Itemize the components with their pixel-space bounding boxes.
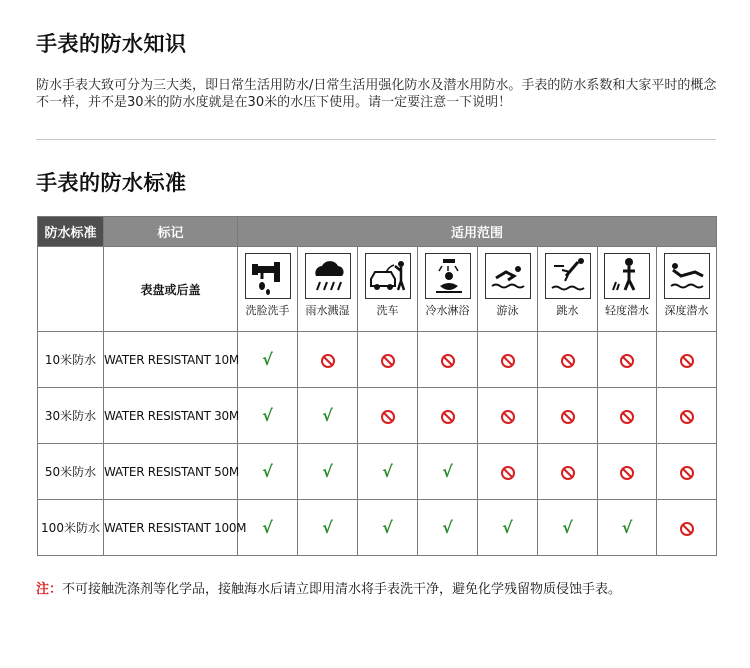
check-icon: √ (442, 462, 453, 481)
activity-label: 游泳 (496, 304, 519, 317)
check-icon: √ (262, 462, 273, 481)
activity-2 (358, 247, 418, 332)
prohibited-cell (418, 332, 478, 388)
check-cell (298, 444, 358, 500)
table-row (38, 388, 717, 444)
prohibited-cell (538, 444, 598, 500)
check-cell (538, 500, 598, 556)
prohibited-cell (538, 332, 598, 388)
activity-label: 洗脸洗手 (245, 304, 290, 317)
prohibited-cell (657, 332, 717, 388)
intro-paragraph: 防水手表大致可分为三大类，即日常生活用防水/日常生活用强化防水及潜水用防水。手表的防水系数和大家平时的概念不一样，并不是30米的防水度就是在30米的水压下使用。请一定要注意一下说明！ (36, 78, 717, 110)
prohibited-cell (418, 388, 478, 444)
check-cell (298, 388, 358, 444)
activity-5 (538, 247, 598, 332)
check-icon: √ (621, 518, 633, 537)
prohibited-icon (679, 521, 695, 537)
activity-4 (478, 247, 538, 332)
diving-icon (545, 253, 591, 299)
check-cell (418, 500, 478, 556)
snorkel-icon (604, 253, 650, 299)
prohibited-cell (478, 444, 538, 500)
level-cell: 50米防水 (38, 444, 104, 500)
prohibited-icon (560, 409, 576, 425)
prohibited-cell (478, 388, 538, 444)
shower-icon (425, 253, 471, 299)
check-icon: √ (322, 462, 333, 481)
prohibited-icon (440, 409, 456, 425)
check-icon: √ (382, 462, 393, 481)
prohibited-cell (538, 388, 598, 444)
dial-label: 表盘或后盖 (104, 247, 238, 332)
check-icon: √ (262, 350, 273, 369)
divider (36, 139, 716, 140)
prohibited-icon (619, 409, 635, 425)
header-standard: 防水标准 (38, 217, 104, 247)
activity-7 (657, 247, 717, 332)
prohibited-cell (598, 388, 657, 444)
check-icon: √ (262, 518, 273, 537)
activity-label: 跳水 (556, 304, 579, 317)
level-cell: 100米防水 (38, 500, 104, 556)
level-cell: 10米防水 (38, 332, 104, 388)
prohibited-icon (500, 353, 516, 369)
check-icon: √ (322, 518, 333, 537)
prohibited-icon (679, 353, 695, 369)
prohibited-cell (358, 332, 418, 388)
prohibited-cell (298, 332, 358, 388)
swimming-icon (485, 253, 531, 299)
prohibited-icon (320, 353, 336, 369)
faucet-icon (245, 253, 291, 299)
prohibited-icon (560, 353, 576, 369)
check-cell (298, 500, 358, 556)
check-icon: √ (502, 518, 513, 537)
prohibited-cell (657, 500, 717, 556)
check-cell (238, 500, 298, 556)
activity-label: 雨水溅湿 (305, 304, 350, 317)
check-icon: √ (562, 518, 573, 537)
note-text: 不可接触洗涤剂等化学品，接触海水后请立即用清水将手表洗干净，避免化学残留物质侵蚀手表。 (62, 582, 622, 597)
check-cell (238, 388, 298, 444)
prohibited-icon (619, 465, 635, 481)
prohibited-icon (500, 465, 516, 481)
activity-3 (418, 247, 478, 332)
page-title: 手表的防水知识 (36, 32, 187, 56)
deep-dive-icon (664, 253, 710, 299)
header-scope: 适用范围 (238, 217, 717, 247)
activity-1 (298, 247, 358, 332)
water-resistance-table (37, 216, 717, 556)
note-label: 注： (36, 582, 63, 597)
check-icon: √ (442, 518, 453, 537)
prohibited-icon (380, 353, 396, 369)
check-cell (478, 500, 538, 556)
check-icon: √ (382, 518, 393, 537)
footnote (36, 578, 621, 597)
prohibited-icon (380, 409, 396, 425)
check-cell (358, 444, 418, 500)
prohibited-cell (478, 332, 538, 388)
prohibited-cell (358, 388, 418, 444)
activity-label: 冷水淋浴 (425, 304, 470, 317)
activity-label: 洗车 (376, 304, 399, 317)
car-wash-icon (365, 253, 411, 299)
table-row (38, 500, 717, 556)
check-cell (358, 500, 418, 556)
prohibited-icon (679, 465, 695, 481)
table-row (38, 332, 717, 388)
activity-label: 深度潜水 (664, 304, 709, 317)
empty-cell (38, 247, 104, 332)
prohibited-icon (619, 353, 635, 369)
table-row (38, 444, 717, 500)
mark-cell: WATER RESISTANT 50M (104, 444, 238, 500)
mark-cell: WATER RESISTANT 10M (104, 332, 238, 388)
header-mark: 标记 (104, 217, 238, 247)
level-cell: 30米防水 (38, 388, 104, 444)
prohibited-icon (500, 409, 516, 425)
mark-cell: WATER RESISTANT 100M (104, 500, 238, 556)
check-icon: √ (322, 406, 333, 425)
prohibited-cell (657, 444, 717, 500)
activity-label: 轻度潜水 (605, 304, 649, 317)
prohibited-cell (657, 388, 717, 444)
prohibited-icon (679, 409, 695, 425)
check-cell (238, 444, 298, 500)
check-icon: √ (262, 406, 273, 425)
check-cell (418, 444, 478, 500)
section-title: 手表的防水标准 (36, 171, 187, 195)
activity-0 (238, 247, 298, 332)
check-cell (598, 500, 657, 556)
prohibited-icon (560, 465, 576, 481)
mark-cell: WATER RESISTANT 30M (104, 388, 238, 444)
prohibited-icon (440, 353, 456, 369)
prohibited-cell (598, 332, 657, 388)
check-cell (238, 332, 298, 388)
prohibited-cell (598, 444, 657, 500)
rain-icon (305, 253, 351, 299)
activity-6 (598, 247, 657, 332)
